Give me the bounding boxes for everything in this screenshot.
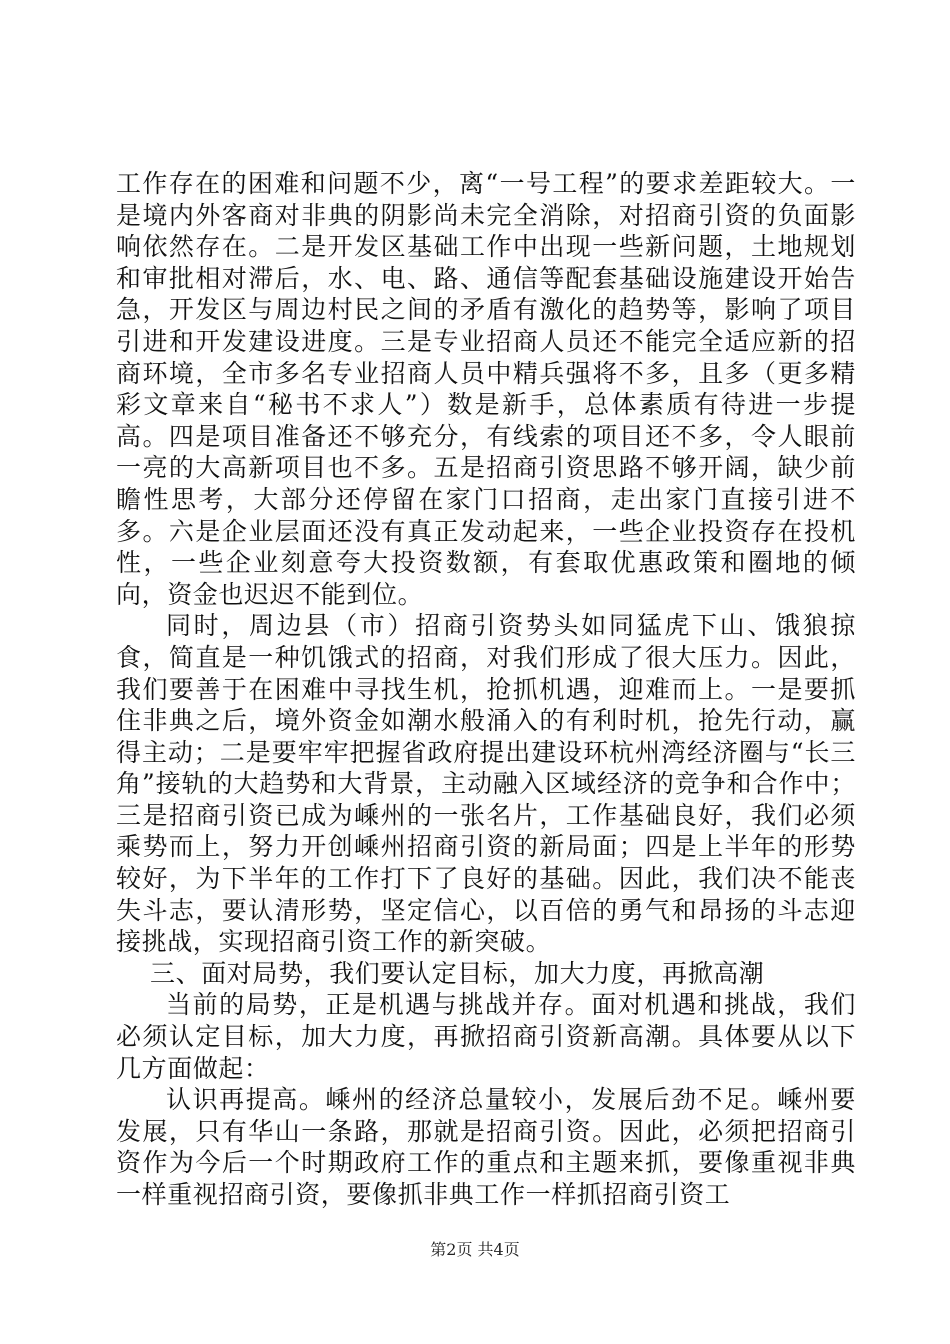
- paragraph-opportunities: 同时，周边县（市）招商引资势头如同猛虎下山、饿狼掠食，简直是一种饥饿式的招商，对我们形成了很大压力。因此，我们要善于在困难中寻找生机，抢抓机遇，迎难而上。一是要抓住非典之后，境外资金如潮水般涌入的有利时机，抢先行动，赢得主动；二是要牢牢把握省政府提出建设环杭州湾经济圈与“长三角”接轨的大趋势和大背景，主动融入区域经济的竞争和合作中；三是招商引资已成为嵊州的一张名片，工作基础良好，我们必须乘势而上，努力开创嵊州招商引资的新局面；四是上半年的形势较好，为下半年的工作打下了良好的基础。因此，我们决不能丧失斗志，要认清形势，坚定信心，以百倍的勇气和昂扬的斗志迎接挑战，实现招商引资工作的新突破。: [116, 611, 856, 957]
- document-body: [116, 168, 856, 1211]
- paragraph-difficulties: 工作存在的困难和问题不少，离“一号工程”的要求差距较大。一是境内外客商对非典的阴影尚未完全消除，对招商引资的负面影响依然存在。二是开发区基础工作中出现一些新问题，土地规划和审批相对滞后，水、电、路、通信等配套基础设施建设开始告急，开发区与周边村民之间的矛盾有激化的趋势等，影响了项目引进和开发建设进度。三是专业招商人员还不能完全适应新的招商环境，全市多名专业招商人员中精兵强将不多，且多（更多精彩文章来自“秘书不求人”）数是新手，总体素质有待进一步提高。四是项目准备还不够充分，有线索的项目还不多，令人眼前一亮的大高新项目也不多。五是招商引资思路不够开阔，缺少前瞻性思考，大部分还停留在家门口招商，走出家门直接引进不多。六是企业层面还没有真正发动起来，一些企业投资存在投机性，一些企业刻意夸大投资数额，有套取优惠政策和圈地的倾向，资金也迟迟不能到位。: [116, 169, 856, 609]
- section-heading-3: 三、面对局势，我们要认定目标，加大力度，再掀高潮: [150, 958, 765, 988]
- paragraph-awareness: 认识再提高。嵊州的经济总量较小，发展后劲不足。嵊州要发展，只有华山一条路，那就是招商引资。因此，必须把招商引资作为今后一个时期政府工作的重点和主题来抓，要像重视非典一样重视招商引资，要像抓非典工作一样抓招商引资工: [116, 1085, 856, 1209]
- page-number-footer: 第2页 共4页: [430, 1240, 520, 1259]
- paragraph-current-situation: 当前的局势，正是机遇与挑战并存。面对机遇和挑战，我们必须认定目标，加大力度，再掀招商引资新高潮。具体要从以下几方面做起：: [116, 990, 856, 1083]
